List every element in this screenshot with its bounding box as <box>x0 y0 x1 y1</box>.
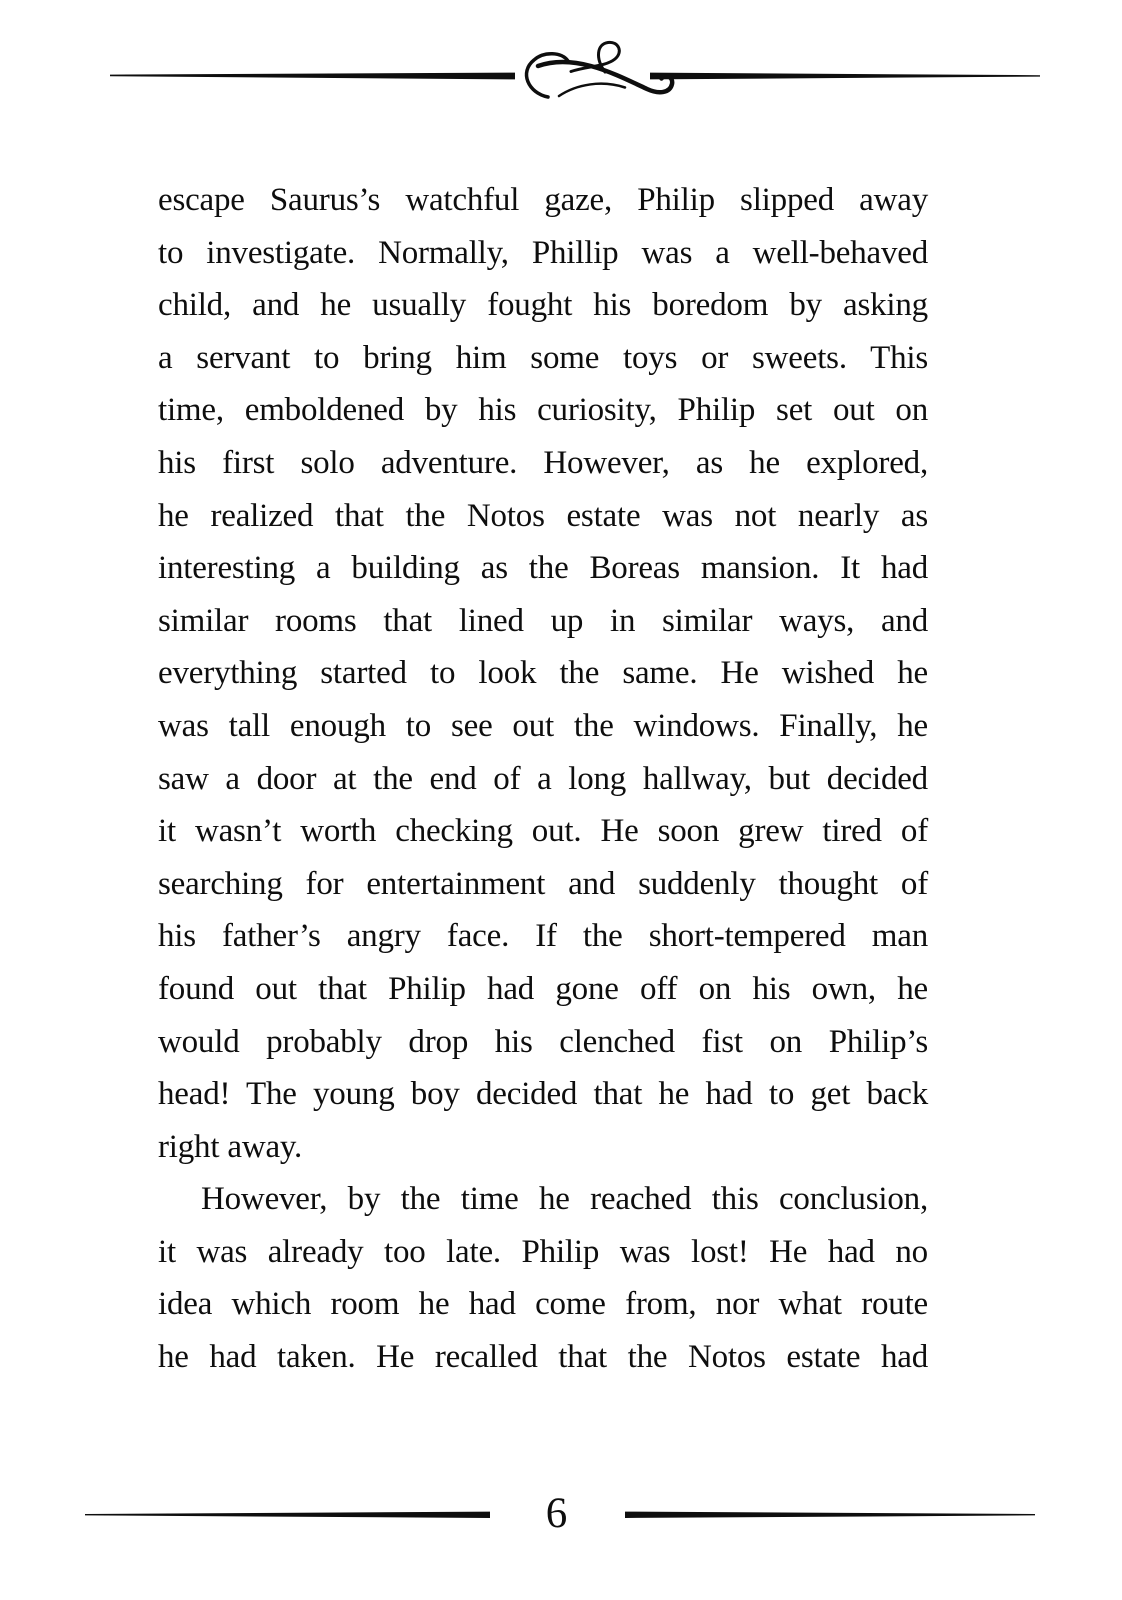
text-line-content: time, emboldened by his curiosity, Philip set out on <box>158 392 928 429</box>
text-line-content: would probably drop his clenched fist on Philip’s <box>158 1023 928 1060</box>
text-line-content: right away. <box>158 1128 303 1165</box>
text-line-content: to investigate. Normally, Phillip was a well-behaved <box>158 234 928 271</box>
paragraph <box>158 174 928 1173</box>
paragraph <box>158 1173 928 1383</box>
text-line <box>158 1016 928 1069</box>
header-flourish-icon <box>110 30 1040 140</box>
text-line <box>158 227 928 280</box>
text-line <box>158 384 928 437</box>
text-line <box>158 963 928 1016</box>
text-line <box>158 437 928 490</box>
flourish-icon <box>527 42 673 97</box>
text-line <box>158 1331 928 1384</box>
text-line <box>158 700 928 753</box>
text-line <box>158 279 928 332</box>
text-line <box>158 174 928 227</box>
header-rule-right <box>650 73 1040 80</box>
text-line <box>201 1173 928 1226</box>
text-line-content: his first solo adventure. However, as he explored, <box>158 444 928 481</box>
text-line-content: similar rooms that lined up in similar ways, and <box>158 602 928 639</box>
header-rule-left <box>110 73 515 80</box>
text-line-content: saw a door at the end of a long hallway, but decided <box>158 760 928 797</box>
text-line <box>158 1226 928 1279</box>
text-line-content: he realized that the Notos estate was not nearly as <box>158 497 928 534</box>
text-line-content: child, and he usually fought his boredom by asking <box>158 287 928 324</box>
text-line-content: he had taken. He recalled that the Notos estate had <box>158 1339 928 1376</box>
text-line-content: was tall enough to see out the windows. Finally, he <box>158 707 928 744</box>
text-line-content: However, by the time he reached this conclusion, <box>201 1181 928 1218</box>
text-line <box>158 910 928 963</box>
text-line-content: found out that Philip had gone off on his own, he <box>158 970 928 1007</box>
text-line <box>158 595 928 648</box>
text-line <box>158 1068 928 1121</box>
footer-rule-left <box>85 1512 490 1518</box>
text-line <box>158 542 928 595</box>
text-line <box>158 332 928 385</box>
text-line-content: it wasn’t worth checking out. He soon grew tired of <box>158 813 928 850</box>
text-line-content: escape Saurus’s watchful gaze, Philip slipped away <box>158 182 928 218</box>
footer-rule-right <box>625 1512 1035 1518</box>
page-number: 6 <box>545 1490 568 1537</box>
text-line <box>158 753 928 806</box>
text-line-content: searching for entertainment and suddenly thought of <box>158 865 928 902</box>
text-line <box>158 805 928 858</box>
text-line <box>158 1121 928 1174</box>
page-body-text <box>158 174 928 1384</box>
text-line <box>158 647 928 700</box>
text-line-content: a servant to bring him some toys or sweets. This <box>158 339 928 376</box>
text-line-content: his father’s angry face. If the short-tempered man <box>158 918 928 955</box>
text-line <box>158 858 928 911</box>
text-line-content: head! The young boy decided that he had to get back <box>158 1076 928 1113</box>
text-line-content: everything started to look the same. He wished he <box>158 655 928 692</box>
text-line-content: it was already too late. Philip was lost! He had no <box>158 1233 928 1270</box>
text-line-content: interesting a building as the Boreas mansion. It had <box>158 550 928 587</box>
text-line-content: idea which room he had come from, nor what route <box>158 1286 928 1323</box>
text-line <box>158 1278 928 1331</box>
text-line <box>158 490 928 543</box>
